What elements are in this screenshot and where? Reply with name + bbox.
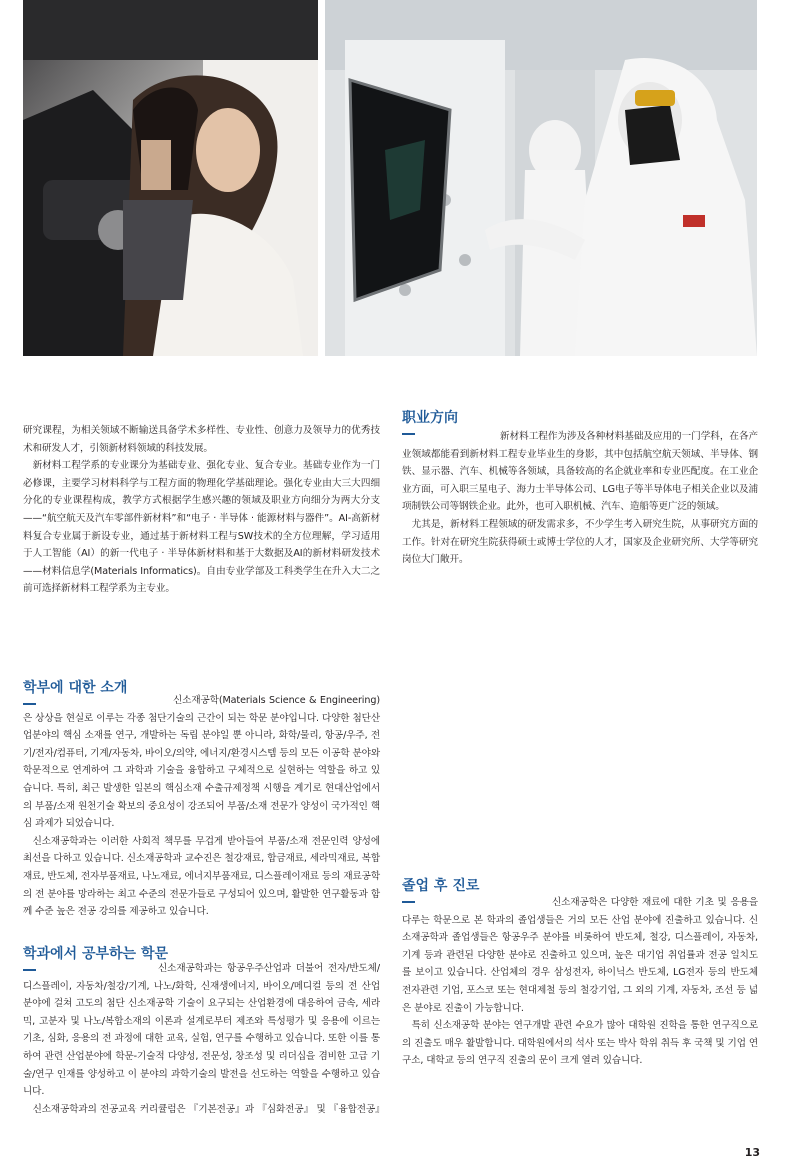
cn-left-paragraph: 研究课程，为相关领域不断输送具备学术多样性、专业性、创意力及领导力的优秀技术和研发人才，引领新材料领域的科技发展。	[23, 425, 380, 454]
cleanroom-lab-photo-icon	[325, 0, 757, 356]
cn-career-heading: 职业方向	[402, 410, 458, 426]
kr-left-column-bottom	[23, 960, 380, 1120]
kr-left-column-top	[23, 692, 380, 921]
cn-career-paragraph: 新材料工程作为涉及各种材料基础及应用的一门学科，在各产业领域都能看到新材料工程专业毕业生的身影，其中包括航空航天领域、半导体、钢铁、显示器、汽车、机械等各领域，具备较高的名企就业率和专业匹配度。在工业企业方面，可入职三星电子、海力士半导体公司、LG电子等半导体电子相关企业以及浦项制铁公司等钢铁企业。此外，也可入职机械、汽车、造船等更广泛的领域。	[402, 431, 758, 513]
kr-study-paragraph: 신소재공학과는 항공우주산업과 더불어 전자/반도체/디스플레이, 자동차/철강/기계, 나노/화학, 신재생에너지, 바이오/메디컬 등의 전 산업 분야에 걸쳐 고도의 첨단 신소재공학 기술이 요구되는 산업환경에 대응하여 금속, 세라믹, 고분자 및 나노/복합소재의 이론과 설계로부터 제조와 특성평가 및 응용에 이르는 기초, 심화, 응용의 전 과정에 대한 교육, 실험, 연구를 수행하고 있습니다. 또한 이를 통하여 관련 산업분야에 학문-기술적 다양성, 전문성, 창조성 및 리더십을 겸비한 고급 기술/연구 인재를 양성하고 이 분야의 과학기술의 발전을 선도하는 역할을 수행하고 있습니다.	[23, 963, 380, 1098]
page-number: 13	[744, 1146, 760, 1159]
kr-career-paragraph: 특히 신소재공학 분야는 연구개발 관련 수요가 많아 대학원 진학을 통한 연구직으로의 진출도 매우 활발합니다. 대학원에서의 석사 또는 박사 학위 취득 후 국책 및 기업 연구소, 대학교 등의 연구직 진출의 문이 크게 열려 있습니다.	[402, 1020, 758, 1067]
cn-right-column	[402, 428, 758, 569]
kr-intro-paragraph: 신소재공학과는 이러한 사회적 책무를 무겁게 받아들여 부품/소재 전문인력 양성에 최선을 다하고 있습니다. 신소재공학과 교수진은 철강재료, 합금재료, 세라믹재료, 복합재료, 반도체, 전자부품재료, 나노재료, 에너지부품재료, 디스플레이재료 등의 재료공학의 전 분야를 망라하는 최고 수준의 전문가들로 구성되어 있으며, 활발한 연구활동과 함께 수준 높은 전공 강의를 제공하고 있습니다.	[23, 835, 380, 918]
kr-right-column-top	[402, 692, 758, 872]
cn-left-column	[23, 422, 380, 598]
cn-career-paragraph: 尤其是，新材料工程领域的研发需求多，不少学生考入研究生院，从事研究方面的工作。针对在研究生院获得硕士或博士学位的人才，国家及企业研究所、大学等研究岗位大门敞开。	[402, 518, 758, 566]
kr-study-paragraph: 신소재공학과의 전공교육 커리큘럼은 『기본전공』과 『심화전공』 및 『융합전공』	[32, 1103, 380, 1115]
kr-study-heading: 학과에서 공부하는 학문	[23, 946, 168, 962]
kr-intro-heading: 학부에 대한 소개	[23, 680, 128, 696]
lab-microscope-photo	[23, 0, 318, 356]
kr-career-paragraph: 신소재공학은 다양한 재료에 대한 기초 및 응용을 다루는 학문으로 본 학과의 졸업생들은 거의 모든 산업 분야에 진출하고 있습니다. 신소재공학과 졸업생들은 항공우주 분야를 비롯하여 반도체, 철강, 디스플레이, 자동차, 기계 등과 관련된 다양한 분야로 진출하고 있으며, 높은 대기업 취업률과 전공 일치도를 보이고 있습니다. 산업체의 경우 삼성전자, 하이닉스 반도체, LG전자 등의 반도체 전자관련 기업, 포스코 또는 현대제철 등의 철강기업, 그 외의 기계, 자동차, 조선 등 넓은 분야로 진출이 가능합니다.	[402, 897, 758, 1014]
cn-left-paragraph: 新材料工程学系的专业课分为基础专业、强化专业、复合专业。基础专业作为一门必修课，主要学习材料科学与工程方面的物理化学基础理论。强化专业由大三大四细分化的专业课程构成，教学方式根据学生感兴趣的领域及职业方向细分为两大分支——“航空航天及汽车零部件新材料”和“电子 · 半导体 · 能源材料与器件”。AI-高新材料复合专业属于新设专业，通过基于新材料工程与SW技术的全方位理解，学习适用于人工智能（AI）的新一代电子 · 半导体新材料和基于大数据及AI的新材料研发技术——材料信息学(Materials Informatics)。自由专业学部及工科类学生在升入大二之前可选择新材料工程学系为主专业。	[23, 460, 380, 595]
kr-intro-paragraph: 신소재공학(Materials Science & Engineering)은 상상을 현실로 이루는 각종 첨단기술의 근간이 되는 학문 분야입니다. 다양한 첨단산업분야의 핵심 소재를 연구, 개발하는 독립 분야일 뿐 아니라, 화학/물리, 항공/우주, 전기/전자/컴퓨터, 기계/자동차, 바이오/의약, 에너지/환경시스템 등의 모든 이공학 분야와 학문적으로 연계하여 그 과학과 기술을 융합하고 구체적으로 실현하는 역할을 하고 있습니다. 특히, 최근 발생한 일본의 핵심소재 수출규제정책 시행을 계기로 현대산업에서의 부품/소재 원천기술 확보의 중요성이 강조되어 부품/소재 전문가 양성이 국가적인 핵심 과제가 되었습니다.	[23, 695, 380, 830]
kr-career-heading: 졸업 후 진로	[402, 878, 480, 894]
microscope-lab-photo-icon	[23, 0, 318, 356]
kr-right-column-bottom	[402, 894, 758, 1070]
lab-cleanroom-photo	[325, 0, 757, 356]
